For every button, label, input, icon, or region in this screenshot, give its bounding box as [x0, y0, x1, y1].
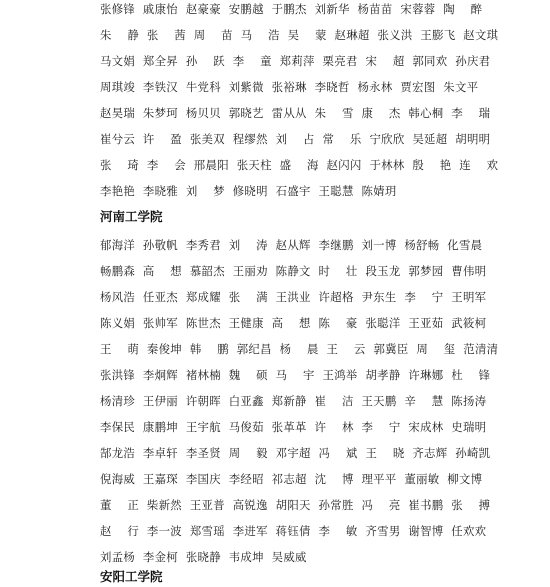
- name-row: 倪海威 王嘉琛 李国庆 李经昭 祁志超 沈 博 理平平 董丽敏 柳文博: [100, 472, 483, 486]
- name-row: 杨风浩 任亚杰 郑成耀 张 满 王洪业 许超格 尹东生 李 宁 王明军: [100, 290, 487, 304]
- name-row: 朱 静 张 茜 周 苗 马 浩 吴 蒙 赵琳超 张义洪 王膨飞 赵文琪: [100, 28, 499, 42]
- name-row: 王 萌 秦俊坤 韩 鹏 郭纪昌 杨 晨 王 云 郭冀臣 周 玺 范清清: [100, 342, 499, 356]
- name-row: 陈义娟 张帅军 陈世杰 王健康 高 想 陈 豪 张聪洋 王亚茹 武筱柯: [100, 316, 487, 330]
- name-row: 李艳艳 李晓雅 刘 梦 修晓明 石盛宇 王聪慧 陈婧玥: [100, 184, 397, 198]
- name-row: 李保民 康鹏坤 王宇航 马俊茹 张革革 许 林 李 宁 宋成林 史瑞明: [100, 420, 487, 434]
- name-row: 杨清珍 王伊丽 许朝晖 白亚鑫 郑新静 崔 洁 王天鹏 辛 慧 陈扬涛: [100, 394, 487, 408]
- name-row: 张 琦 李 会 邢晨阳 张天柱 盛 海 赵闪闪 于林林 殷 艳 连 欢: [100, 158, 499, 172]
- name-row: 董 正 柴新然 王亚普 高锐逸 胡阳天 孙常胜 冯 亮 崔书鹏 张 搏: [100, 498, 491, 512]
- name-row: 崔兮云 许 盈 张美双 程缪然 刘 占 常 乐 宁欣欣 吴延超 胡明明: [100, 132, 491, 146]
- section-heading-henan-institute: 河南工学院: [100, 209, 163, 224]
- name-row: 周琪竣 李铁汉 牛党科 刘紫微 张裕琳 李晓哲 杨永林 贾宏图 朱文平: [100, 80, 479, 94]
- name-row: 畅鹏森 高 想 慕韶杰 王丽劝 陈静文 时 壮 段玉龙 郭梦园 曹伟明: [100, 264, 487, 278]
- name-row: 刘孟杨 李金柯 张晓静 韦成坤 吴威威: [100, 550, 307, 564]
- name-row: 郜龙浩 李卓轩 李圣贤 周 毅 邓宇超 冯 斌 王 晓 齐志辉 孙崎凯: [100, 446, 491, 460]
- name-row: 赵昊瑞 朱梦珂 杨贝贝 郭晓艺 雷从从 朱 雪 康 杰 韩心桐 李 瑞: [100, 106, 491, 120]
- name-row: 马文娟 郑全昇 孙 跃 李 童 郑莉萍 栗亮君 宋 超 郭同欢 孙庆君: [100, 54, 491, 68]
- name-list-section-2: [100, 232, 499, 570]
- name-row: 张洪锋 李炯辉 褚林楠 魏 硕 马 宇 王鸿举 胡孝静 许琳娜 杜 锋: [100, 368, 491, 382]
- name-list-section-1: [100, 0, 499, 204]
- name-row: 郁海洋 孙敬帆 李秀君 刘 涛 赵从辉 李继鹏 刘一博 杨舒畅 化雪晨: [100, 238, 483, 252]
- name-row: 张修锋 戚康怡 赵豪豪 安鹏越 于鹏杰 刘新华 杨苗苗 宋蓉蓉 陶 醉: [100, 2, 483, 16]
- name-row: 赵 行 李一波 郑雪瑶 李进军 蒋钰倩 李 敏 齐雪男 谢智博 任欢欢: [100, 524, 487, 538]
- section-heading-anyang-institute: 安阳工学院: [100, 569, 163, 584]
